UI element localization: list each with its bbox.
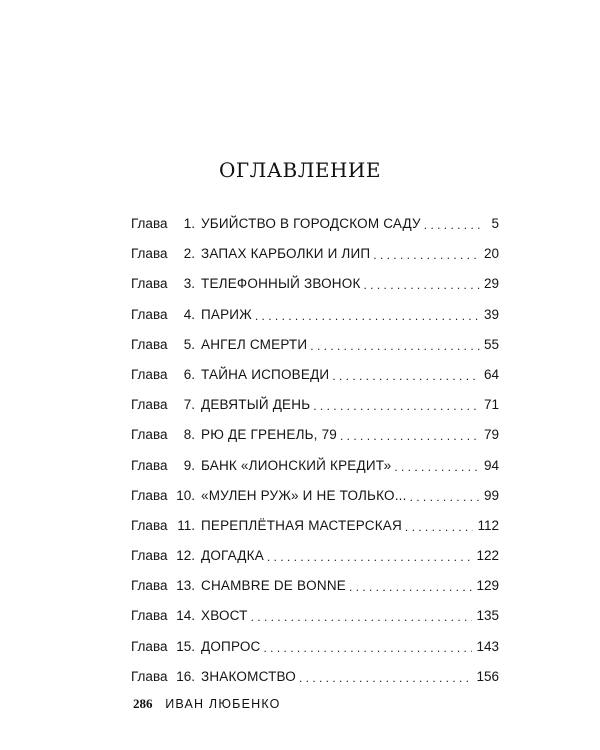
toc-entry: [131, 518, 499, 548]
chapter-word: Глава: [131, 457, 168, 473]
chapter-page-number: 20: [483, 246, 499, 262]
chapter-page-number: 122: [476, 548, 499, 564]
dot-leader: [255, 309, 480, 321]
chapter-page-number: 79: [483, 427, 499, 443]
chapter-title: ЗНАКОМСТВО: [201, 668, 296, 684]
dot-leader: [332, 369, 480, 381]
chapter-title: ТЕЛЕФОННЫЙ ЗВОНОК: [201, 276, 361, 292]
chapter-number: 3.: [183, 276, 195, 292]
dot-leader: [349, 580, 472, 592]
toc-entry: [131, 427, 499, 457]
chapter-title: ДЕВЯТЫЙ ДЕНЬ: [201, 397, 311, 413]
toc-entry: [131, 216, 499, 246]
page-title: ОГЛАВЛЕНИЕ: [219, 158, 381, 182]
running-author: ИВАН ЛЮБЕНКО: [165, 697, 281, 711]
chapter-page-number: 71: [483, 397, 499, 413]
toc-entry: [131, 246, 499, 276]
dot-leader: [424, 218, 481, 230]
chapter-title: ТАЙНА ИСПОВЕДИ: [201, 366, 330, 382]
page-number: 286: [133, 696, 153, 711]
chapter-title: ДОГАДКА: [201, 548, 264, 564]
chapter-page-number: 112: [477, 517, 499, 533]
chapter-word: Глава: [131, 487, 168, 503]
chapter-page-number: 94: [483, 457, 499, 473]
chapter-word: Глава: [131, 366, 168, 382]
chapter-title: УБИЙСТВО В ГОРОДСКОМ САДУ: [201, 216, 421, 231]
chapter-word: Глава: [131, 427, 168, 443]
toc-entry: [131, 276, 499, 306]
chapter-title: ХВОСТ: [201, 608, 248, 624]
toc-entry: [131, 397, 499, 427]
table-of-contents: [131, 216, 499, 699]
chapter-word: Глава: [131, 548, 168, 564]
chapter-page-number: 99: [483, 487, 499, 503]
toc-entry: [131, 488, 499, 518]
chapter-page-number: 129: [476, 578, 499, 594]
chapter-word: Глава: [131, 306, 168, 322]
toc-entry: [131, 458, 499, 488]
dot-leader: [310, 339, 480, 351]
chapter-word: Глава: [131, 336, 168, 352]
dot-leader: [405, 520, 474, 532]
chapter-page-number: 135: [476, 608, 499, 624]
chapter-number: 8.: [183, 427, 195, 443]
dot-leader: [364, 278, 480, 290]
chapter-number: 2.: [183, 246, 195, 262]
chapter-number: 15.: [176, 638, 195, 654]
dot-leader: [267, 550, 473, 562]
chapter-number: 6.: [183, 366, 195, 382]
chapter-number: 10.: [176, 487, 195, 503]
chapter-word: Глава: [131, 517, 168, 533]
chapter-number: 14.: [176, 608, 195, 624]
chapter-title: ДОПРОС: [201, 638, 261, 654]
chapter-title: «МУЛЕН РУЖ» И НЕ ТОЛЬКО...: [201, 487, 407, 503]
toc-entry: [131, 578, 499, 608]
dot-leader: [373, 248, 480, 260]
toc-entry: [131, 639, 499, 669]
chapter-word: Глава: [131, 246, 168, 262]
chapter-page-number: 64: [483, 366, 499, 382]
chapter-page-number: 29: [483, 276, 499, 292]
chapter-number: 7.: [183, 397, 195, 413]
dot-leader: [313, 399, 480, 411]
chapter-word: Глава: [131, 608, 168, 624]
chapter-word: Глава: [131, 397, 168, 413]
dot-leader: [394, 460, 480, 472]
chapter-title: БАНК «ЛИОНСКИЙ КРЕДИТ»: [201, 457, 392, 473]
chapter-word: Глава: [131, 216, 168, 231]
chapter-title: ПЕРЕПЛЁТНАЯ МАСТЕРСКАЯ: [201, 517, 402, 533]
toc-entry: [131, 367, 499, 397]
chapter-title: ПАРИЖ: [201, 306, 252, 322]
toc-entry: [131, 337, 499, 367]
dot-leader: [410, 490, 480, 502]
chapter-word: Глава: [131, 638, 168, 654]
chapter-word: Глава: [131, 668, 168, 684]
dot-leader: [299, 671, 472, 683]
chapter-number: 4.: [183, 306, 195, 322]
chapter-word: Глава: [131, 578, 168, 594]
chapter-number: 11.: [177, 517, 195, 533]
toc-entry: [131, 548, 499, 578]
chapter-number: 9.: [183, 457, 195, 473]
chapter-title: РЮ ДЕ ГРЕНЕЛЬ, 79: [201, 427, 338, 443]
chapter-page-number: 55: [483, 336, 499, 352]
chapter-title: АНГЕЛ СМЕРТИ: [201, 336, 308, 352]
toc-entry: [131, 608, 499, 638]
chapter-number: 16.: [176, 668, 195, 684]
dot-leader: [264, 641, 473, 653]
chapter-number: 5.: [183, 336, 195, 352]
toc-entry: [131, 669, 499, 699]
chapter-page-number: 156: [476, 668, 499, 684]
chapter-title: ЗАПАХ КАРБОЛКИ И ЛИП: [201, 246, 371, 262]
dot-leader: [251, 610, 473, 622]
chapter-number: 13.: [176, 578, 195, 594]
chapter-page-number: 5: [491, 216, 499, 231]
chapter-page-number: 143: [476, 638, 499, 654]
chapter-number: 12.: [176, 548, 195, 564]
dot-leader: [340, 429, 480, 441]
chapter-title: CHAMBRE DE BONNE: [201, 578, 346, 594]
chapter-page-number: 39: [483, 306, 499, 322]
chapter-number: 1.: [183, 216, 195, 231]
page-footer: [133, 696, 281, 712]
chapter-word: Глава: [131, 276, 168, 292]
toc-entry: [131, 307, 499, 337]
